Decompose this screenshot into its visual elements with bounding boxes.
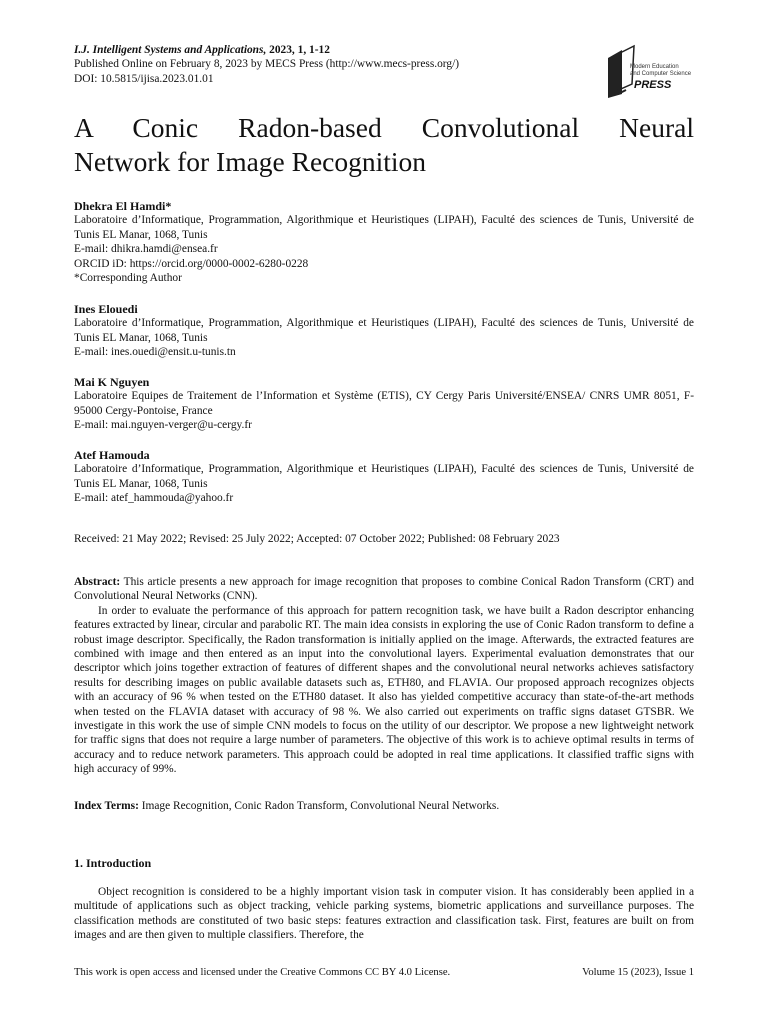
journal-name: I.J. Intelligent Systems and Applications, [74, 44, 267, 56]
author-affiliation: Laboratoire d’Informatique, Programmation, Algorithmique et Heuristiques (LIPAH), Faculté des sciences de Tunis, Université de Tunis EL Manar, 1068, Tunis [74, 317, 694, 344]
dates-line: Received: 21 May 2022; Revised: 25 July 2022; Accepted: 07 October 2022; Published: 08 February 2023 [74, 533, 560, 545]
abstract-p1: This article presents a new approach for image recognition that proposes to combine Conical Radon Transform (CRT) and Convolutional Neural Networks (CNN). [74, 576, 694, 603]
svg-text:PRESS: PRESS [634, 79, 672, 91]
author-name: Dhekra El Hamdi* [74, 199, 172, 213]
doi: DOI: 10.5815/ijisa.2023.01.01 [74, 72, 214, 85]
journal-issue: 2023, 1, 1-12 [266, 44, 330, 56]
corresponding-note: *Corresponding Author [74, 272, 182, 285]
author-block-3 [74, 375, 694, 433]
volume-info: Volume 15 (2023), Issue 1 [582, 967, 694, 978]
abstract-label: Abstract: [74, 576, 121, 588]
svg-text:and Computer Science: and Computer Science [630, 71, 692, 77]
author-orcid: ORCID iD: https://orcid.org/0000-0002-6280-0228 [74, 257, 309, 270]
page-footer [74, 966, 694, 980]
title-line-2: Network for Image Recognition [74, 146, 427, 177]
author-block-2 [74, 302, 694, 360]
index-terms [74, 799, 694, 813]
journal-header [74, 43, 694, 86]
author-email: E-mail: mai.nguyen-verger@u-cergy.fr [74, 419, 252, 432]
abstract [74, 575, 694, 777]
mecs-press-logo [604, 44, 696, 100]
author-block-1 [74, 199, 694, 285]
author-block-4 [74, 448, 694, 506]
author-affiliation: Laboratoire Equipes de Traitement de l’Information et Système (ETIS), CY Cergy Paris Université/ENSEA/ CNRS UMR 8051, F-95000 Cergy-Pontoise, France [74, 390, 694, 417]
author-name: Ines Elouedi [74, 302, 138, 316]
paper-title [74, 111, 694, 179]
license-note: This work is open access and licensed under the Creative Commons CC BY 4.0 License. [74, 967, 451, 978]
abstract-p2: In order to evaluate the performance of this approach for pattern recognition task, we have built a Radon descriptor enhancing features extracted by linear, circular and parabolic RT. The main idea consists in exploring the use of Conic Radon transform to define a robust image descriptor. Specifically, the Radon transformation is initially applied on the image. Afterwards, the extracted features are combined with image and then entered as an input into the convolutional layers. Experimental evaluation demonstrates that our descriptor which joins together extraction of features of different shapes and the convolutional neural networks achieves satisfactory results for describing images on public available datasets such as, ETH80, and FLAVIA. Our proposed approach recognizes objects with an accuracy of 96 % when tested on the ETH80 dataset. It also has yielded competitive accuracy than state-of-the-art methods when tested on the FLAVIA dataset with accuracy of 98 %. We also carried out experiments on traffic signs dataset GTSBR. We investigate in this work the use of simple CNN models to focus on the utility of our descriptor. We propose a new lightweight network for traffic signs that does not require a large number of parameters. The objective of this work is to achieve optimal results in terms of accuracy and to reduce network parameters. This approach could be adopted in real time applications. It classified traffic signs with high accuracy of 99%. [74, 604, 694, 776]
author-email: E-mail: atef_hammouda@yahoo.fr [74, 492, 234, 505]
author-email: E-mail: dhikra.hamdi@ensea.fr [74, 243, 218, 256]
index-terms-label: Index Terms: [74, 800, 139, 812]
title-line-1: A Conic Radon-based Convolutional Neural [74, 112, 694, 143]
svg-text:Modern Education: Modern Education [630, 64, 679, 70]
author-name: Mai K Nguyen [74, 375, 150, 389]
section-heading-introduction: 1. Introduction [74, 856, 152, 870]
author-affiliation: Laboratoire d’Informatique, Programmation, Algorithmique et Heuristiques (LIPAH), Faculté des sciences de Tunis, Université de Tunis EL Manar, 1068, Tunis [74, 214, 694, 241]
intro-paragraph: Object recognition is considered to be a highly important vision task in computer vision. It has considerably been applied in a multitude of applications such as object tracking, vehicle parking systems, biometric applications and surveillance purposes. The classification methods are constituted of two basic steps: features extraction and classification task. First, features are built on from images and are then given to multiple classifiers. Therefore, the [74, 886, 694, 942]
index-terms-text: Image Recognition, Conic Radon Transform, Convolutional Neural Networks. [138, 800, 500, 812]
author-name: Atef Hamouda [74, 448, 150, 462]
author-email: E-mail: ines.ouedi@ensit.u-tunis.tn [74, 346, 236, 359]
author-affiliation: Laboratoire d’Informatique, Programmation, Algorithmique et Heuristiques (LIPAH), Faculté des sciences de Tunis, Université de Tunis EL Manar, 1068, Tunis [74, 463, 694, 490]
published-line: Published Online on February 8, 2023 by MECS Press (http://www.mecs-press.org/) [74, 58, 460, 71]
